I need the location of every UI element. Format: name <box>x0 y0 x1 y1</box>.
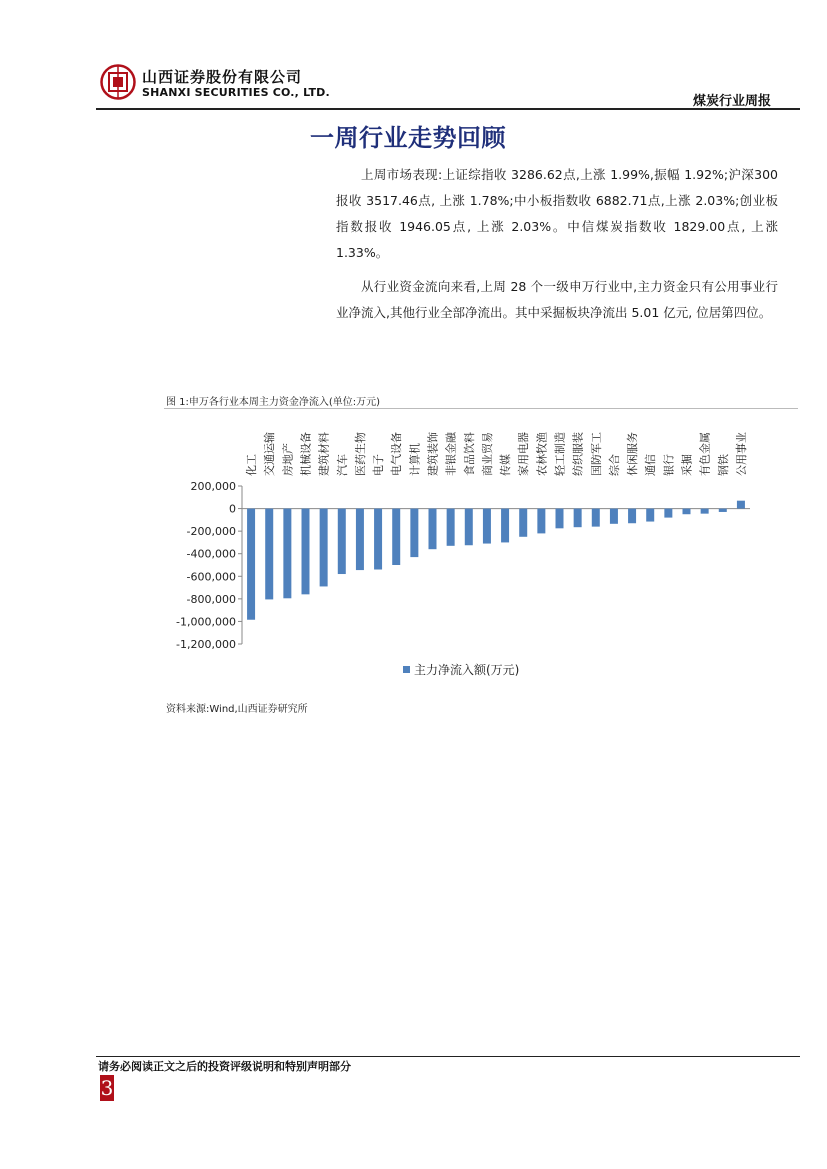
report-type: 煤炭行业周报 <box>692 94 771 109</box>
bar-轻工制造 <box>556 509 564 529</box>
y-tick-label: -200,000 <box>186 525 236 539</box>
y-tick-label: -400,000 <box>186 547 236 561</box>
figure-source: 资料来源:Wind,山西证券研究所 <box>166 704 308 715</box>
x-tick-label: 钢铁 <box>716 454 730 476</box>
bar-农林牧渔 <box>537 509 545 534</box>
x-tick-label: 农林牧渔 <box>535 432 549 476</box>
footer-disclaimer: 请务必阅读正文之后的投资评级说明和特别声明部分 <box>98 1060 351 1073</box>
x-tick-label: 电子 <box>372 454 386 476</box>
y-tick-label: 0 <box>229 502 236 516</box>
y-tick-label: -1,200,000 <box>176 638 236 651</box>
fund-flow-bar-chart <box>160 412 800 694</box>
x-tick-label: 商业贸易 <box>480 432 494 476</box>
capital-flow-paragraph: 从行业资金流向来看,上周 28 个一级申万行业中,主力资金只有公用事业行业净流入,其他行业全部净流出。其中采掘板块净流出 5.01 亿元, 位居第四位。 <box>336 279 778 320</box>
shanxi-securities-logo-icon <box>100 64 136 100</box>
x-tick-label: 银行 <box>662 454 676 476</box>
x-tick-label: 非银金融 <box>444 432 458 476</box>
x-tick-label: 综合 <box>607 454 621 476</box>
x-tick-label: 休闲服务 <box>626 432 640 476</box>
bar-汽车 <box>338 509 346 574</box>
x-tick-label: 建筑材料 <box>317 432 331 476</box>
x-tick-label: 公用事业 <box>734 432 748 476</box>
x-tick-label: 家用电器 <box>517 432 531 476</box>
y-tick-label: 200,000 <box>190 480 236 493</box>
x-tick-label: 食品饮料 <box>462 432 476 476</box>
bar-有色金属 <box>701 509 709 514</box>
x-tick-label: 采掘 <box>680 454 694 476</box>
company-name-cn: 山西证券股份有限公司 <box>142 68 303 86</box>
x-tick-label: 电气设备 <box>390 432 404 476</box>
x-tick-label: 传媒 <box>499 454 513 476</box>
x-tick-label: 医药生物 <box>353 432 367 476</box>
x-tick-label: 汽车 <box>335 454 349 476</box>
x-tick-label: 化工 <box>245 454 259 476</box>
bar-公用事业 <box>737 501 745 509</box>
company-name-en: SHANXI SECURITIES CO., LTD. <box>142 86 330 99</box>
bar-建筑装饰 <box>429 509 437 550</box>
header-divider <box>96 108 800 110</box>
bar-通信 <box>646 509 654 522</box>
bar-休闲服务 <box>628 509 636 524</box>
bar-银行 <box>664 509 672 518</box>
bar-国防军工 <box>592 509 600 527</box>
legend-swatch <box>403 666 410 673</box>
x-tick-label: 通信 <box>644 454 658 476</box>
bar-钢铁 <box>719 509 727 512</box>
x-tick-label: 轻工制造 <box>553 432 567 476</box>
bar-采掘 <box>683 509 691 515</box>
y-tick-label: -1,000,000 <box>176 615 236 629</box>
figure-caption: 图 1:申万各行业本周主力资金净流入(单位:万元) <box>166 397 381 408</box>
bar-电气设备 <box>392 509 400 565</box>
bar-化工 <box>247 509 255 620</box>
x-tick-label: 纺织服装 <box>571 432 585 476</box>
bar-纺织服装 <box>574 509 582 528</box>
y-tick-label: -800,000 <box>186 592 236 606</box>
bar-商业贸易 <box>483 509 491 544</box>
x-tick-label: 房地产 <box>281 443 295 476</box>
legend-label: 主力净流入额(万元) <box>414 663 520 677</box>
section-title: 一周行业走势回顾 <box>310 124 506 152</box>
page-number: 3 <box>100 1076 114 1100</box>
bar-食品饮料 <box>465 509 473 546</box>
x-tick-label: 交通运输 <box>263 432 277 476</box>
bar-机械设备 <box>302 509 310 595</box>
bar-非银金融 <box>447 509 455 546</box>
bar-交通运输 <box>265 509 273 600</box>
x-tick-label: 国防军工 <box>589 432 603 476</box>
x-tick-label: 有色金属 <box>698 432 712 476</box>
bar-传媒 <box>501 509 509 543</box>
bar-综合 <box>610 509 618 524</box>
bar-建筑材料 <box>320 509 328 587</box>
figure-divider <box>164 408 798 409</box>
bar-电子 <box>374 509 382 570</box>
x-tick-label: 计算机 <box>408 443 422 476</box>
y-tick-label: -600,000 <box>186 570 236 584</box>
bar-医药生物 <box>356 509 364 571</box>
bar-家用电器 <box>519 509 527 537</box>
footer-divider <box>96 1056 800 1057</box>
market-performance-paragraph: 上周市场表现:上证综指收 3286.62点,上涨 1.99%,振幅 1.92%;沪深300 报收 3517.46点, 上涨 1.78%;中小板指数收 6882.71点,上涨 2.03%;创业板指数报收 1946.05点, 上涨 2.03%。中信煤炭指数收 1829.00点, 上涨 1.33%。 <box>336 167 778 260</box>
bar-计算机 <box>410 509 418 558</box>
bar-房地产 <box>283 509 291 599</box>
x-tick-label: 建筑装饰 <box>426 432 440 476</box>
x-tick-label: 机械设备 <box>299 432 313 476</box>
